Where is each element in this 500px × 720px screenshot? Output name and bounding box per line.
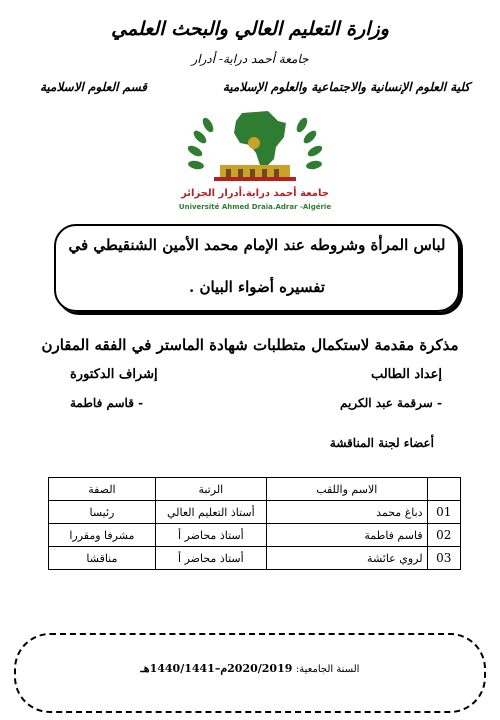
row-name: لروي عائشة — [266, 547, 427, 570]
university-name: جامعة أحمد دراية- أدرار — [191, 52, 309, 66]
committee-heading: أعضاء لجنة المناقشة — [329, 436, 434, 450]
supervisor-label: إشراف الدكتورة — [70, 367, 158, 382]
laurel-right-icon — [295, 116, 324, 170]
academic-year — [0, 662, 500, 675]
col-name: الاسم واللقب — [266, 478, 427, 501]
ministry-name: وزارة التعليم العالي والبحث العلمي — [111, 18, 389, 40]
prepared-by-label: إعداد الطالب — [370, 367, 442, 382]
row-num: 03 — [427, 547, 460, 570]
building-icon — [214, 165, 296, 181]
thesis-purpose: مذكرة مقدمة لاستكمال متطلبات شهادة الماستر في الفقه المقارن — [41, 336, 459, 354]
department-name: قسم العلوم الاسلامية — [40, 80, 148, 94]
col-role: الصفة — [49, 478, 156, 501]
row-rank: أستاذ التعليم العالي — [155, 501, 266, 524]
academic-year-label: السنة الجامعية: — [295, 664, 360, 675]
faculty-name: كلية العلوم الإنسانية والاجتماعية والعلوم الإسلامية — [222, 80, 470, 94]
logo-name-fr: Université Ahmed Draia.Adrar -Algérie — [178, 203, 332, 211]
thesis-title-line1: لباس المرأة وشروطه عند الإمام محمد الأمين الشنقيطي في — [68, 236, 446, 254]
logo-name-ar: جامعة أحمد دراية.أدرار الجزائر — [181, 188, 329, 199]
row-role: مشرفا ومقررا — [49, 524, 156, 547]
thesis-title-line2: تفسيره أضواء البيان . — [189, 278, 325, 296]
table-header-row — [49, 478, 461, 501]
table-row — [49, 524, 461, 547]
row-name: قاسم فاطمة — [266, 524, 427, 547]
row-rank: أستاذ محاضر أ — [155, 524, 266, 547]
committee-table — [48, 477, 461, 570]
row-role: مناقشا — [49, 547, 156, 570]
row-name: دباغ محمد — [266, 501, 427, 524]
africa-map-icon — [234, 111, 286, 167]
row-num: 02 — [427, 524, 460, 547]
row-rank: أستاذ محاضر أ — [155, 547, 266, 570]
table-row — [49, 547, 461, 570]
table-row — [49, 501, 461, 524]
book-icon — [248, 137, 260, 149]
supervisor-name: - قاسم فاطمة — [70, 396, 144, 410]
col-num — [427, 478, 460, 501]
academic-year-value: 2020/2019م–1440/1441هـ — [140, 662, 293, 675]
row-num: 01 — [427, 501, 460, 524]
row-role: رئيسا — [49, 501, 156, 524]
university-logo — [150, 103, 360, 215]
laurel-left-icon — [186, 116, 215, 170]
student-name: - سرقمة عبد الكريم — [340, 396, 442, 410]
col-rank: الرتبة — [155, 478, 266, 501]
